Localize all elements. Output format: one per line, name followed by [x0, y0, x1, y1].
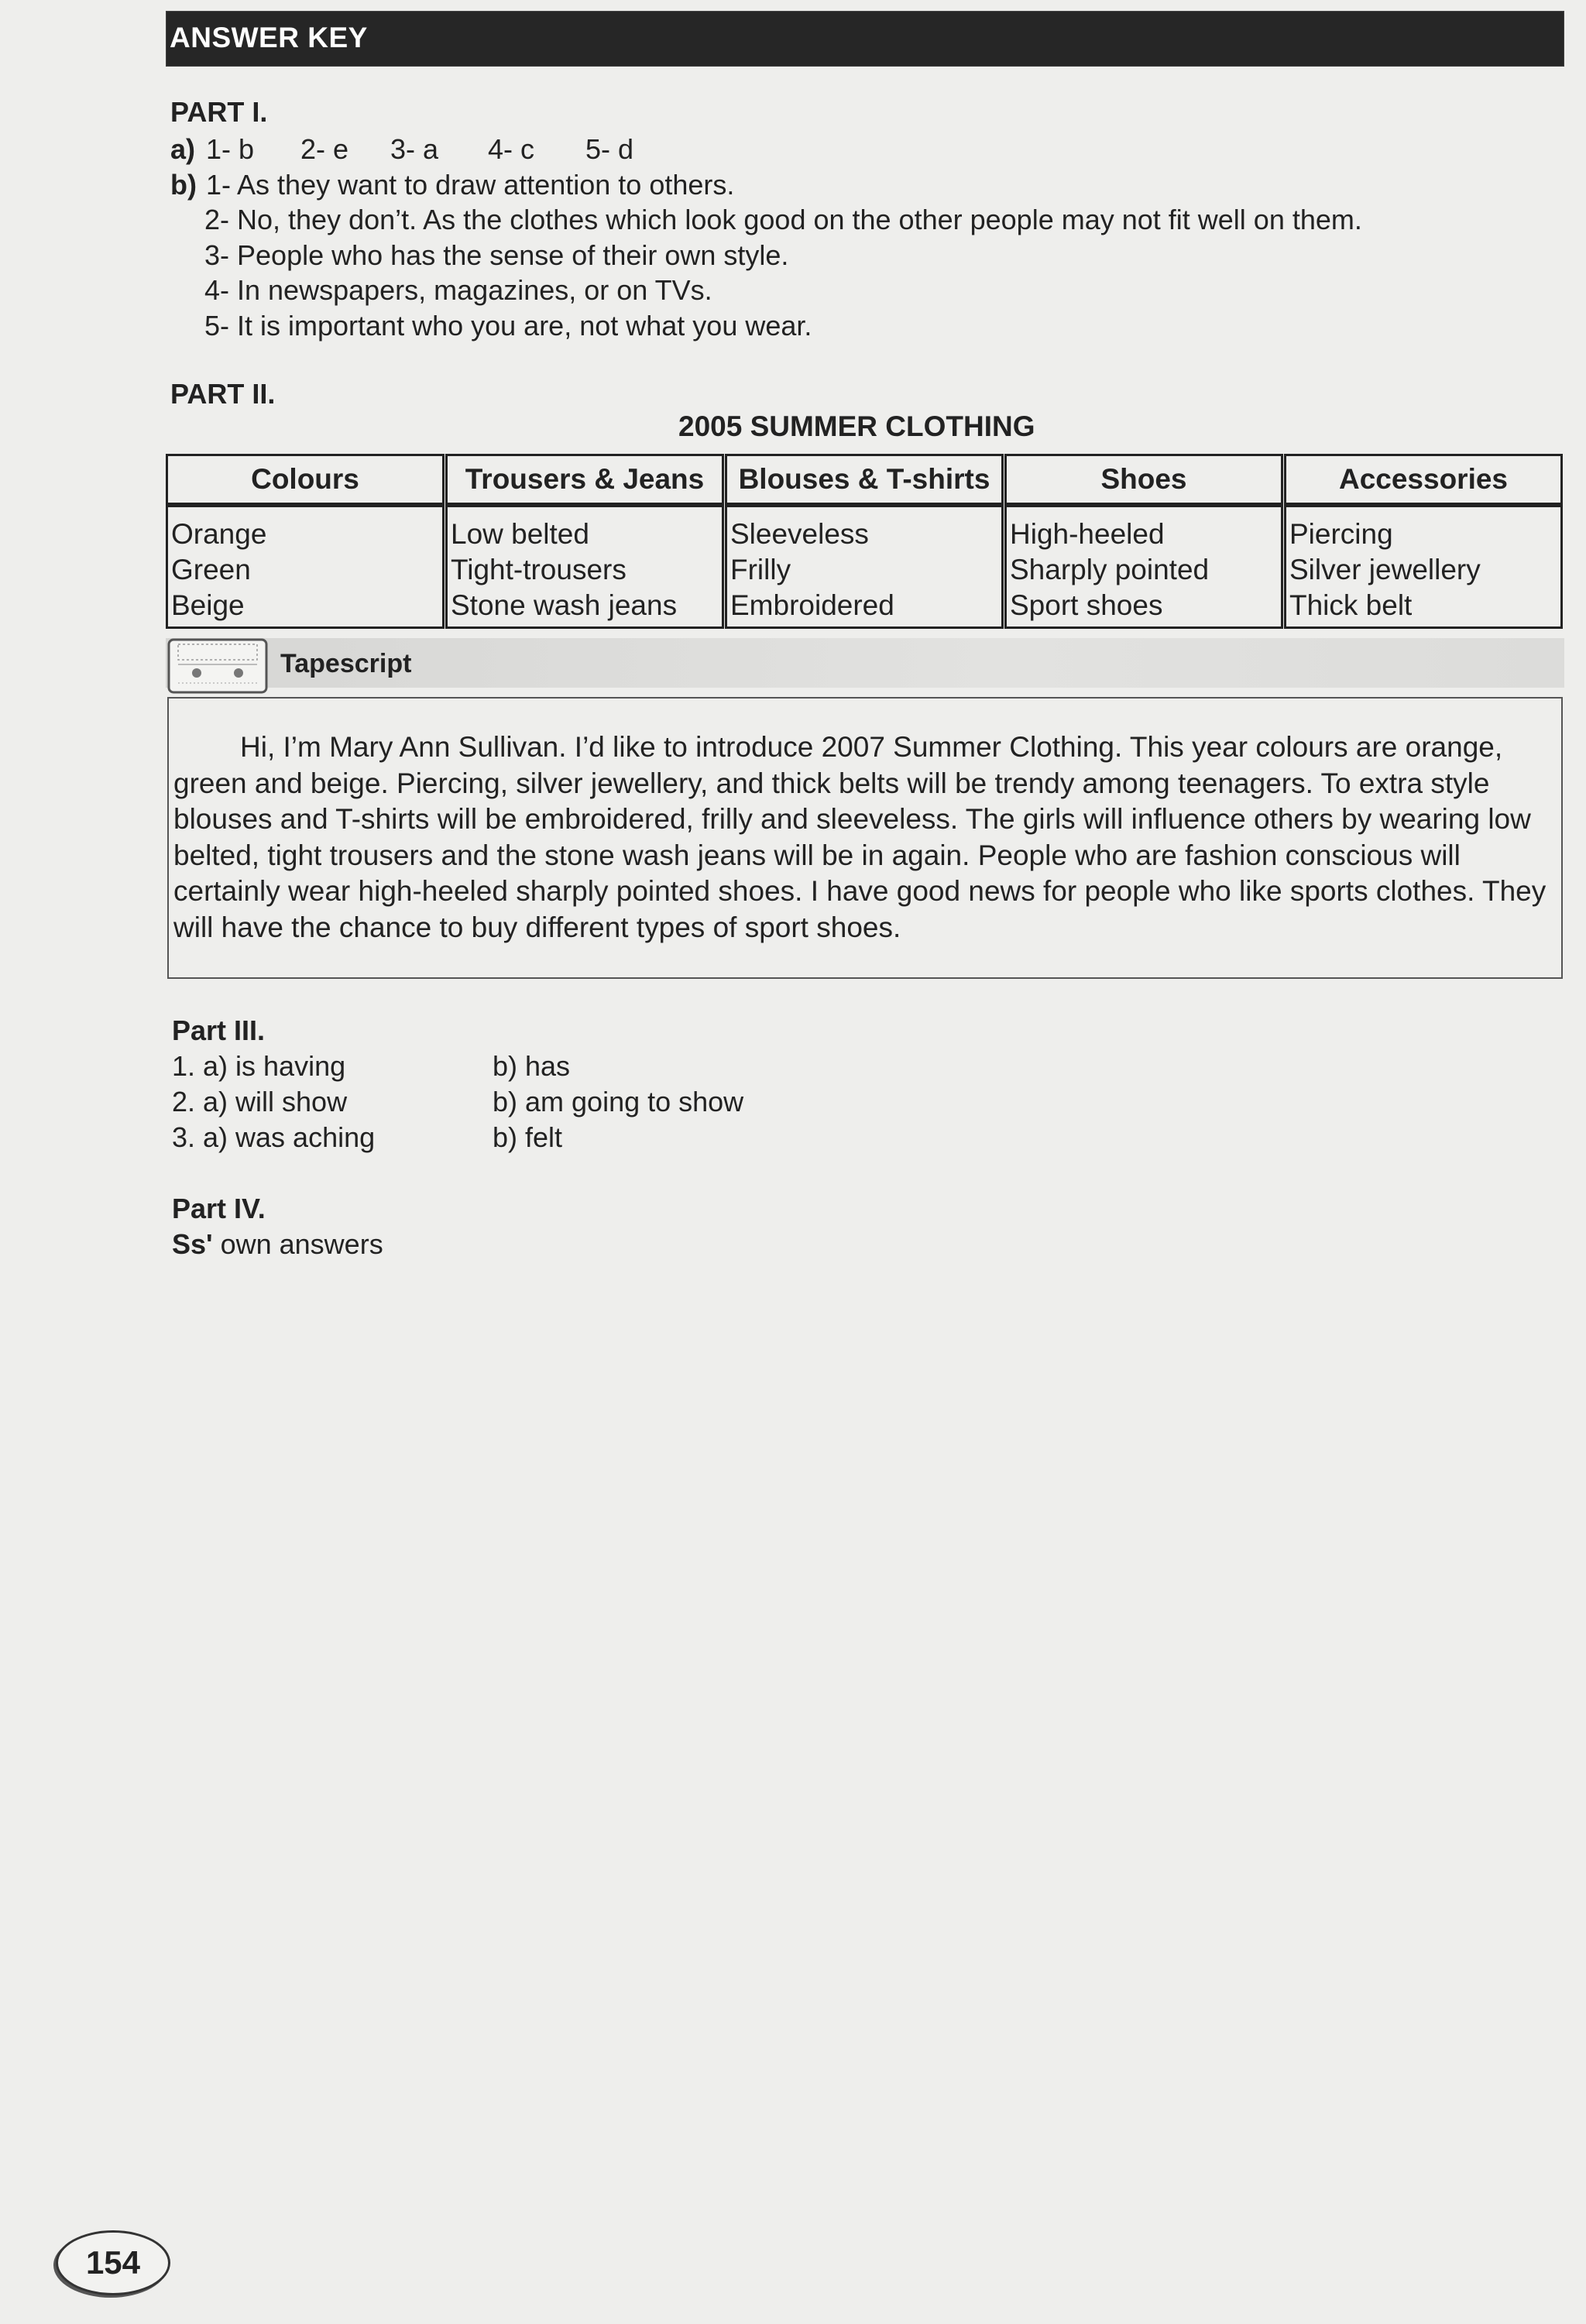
part1-b-item: 5- It is important who you are, not what you wear. [204, 310, 812, 342]
part3-answer-a: 2. a) will show [172, 1086, 348, 1117]
table-cell [1004, 505, 1283, 629]
page-title: ANSWER KEY [170, 22, 368, 53]
table-header: Colours [166, 454, 445, 505]
table-item: Silver jewellery [1289, 554, 1481, 585]
tapescript-box [167, 697, 1563, 979]
part1-b-item: 1- As they want to draw attention to others. [206, 169, 735, 201]
table-item: Sport shoes [1010, 589, 1163, 621]
part1-a-item: 2- e [300, 133, 349, 165]
table-title: 2005 SUMMER CLOTHING [678, 410, 1035, 442]
table-header: Trousers & Jeans [445, 454, 724, 505]
table-item: Tight-trousers [451, 554, 627, 585]
part3-answer-b: b) has [493, 1050, 571, 1082]
part1-a-label: a) [170, 133, 196, 165]
part1-b-label: b) [170, 169, 197, 201]
table-item: Low belted [451, 518, 589, 550]
part1-a-item: 5- d [585, 133, 634, 165]
table-column-trousers [445, 454, 723, 629]
clothing-table [166, 454, 1564, 632]
table-item: Beige [171, 589, 245, 621]
table-cell [725, 505, 1004, 629]
table-item: Embroidered [730, 589, 894, 621]
table-item: High-heeled [1010, 518, 1165, 550]
part3-answer-a: 1. a) is having [172, 1050, 346, 1082]
tapescript-label: Tapescript [280, 649, 412, 678]
part3-heading: Part III. [172, 1014, 266, 1046]
page-number: 154 [56, 2230, 170, 2295]
table-header: Shoes [1004, 454, 1283, 505]
part1-a-item: 4- c [488, 133, 535, 165]
table-column-blouses [725, 454, 1002, 629]
table-item: Orange [171, 518, 267, 550]
table-cell [445, 505, 724, 629]
part3-answer-b: b) am going to show [493, 1086, 744, 1117]
table-column-shoes [1004, 454, 1282, 629]
part3-answer-a: 3. a) was aching [172, 1121, 376, 1153]
table-header: Accessories [1284, 454, 1563, 505]
table-item: Green [171, 554, 251, 585]
table-item: Piercing [1289, 518, 1393, 550]
part1-a-item: 1- b [206, 133, 255, 165]
table-item: Thick belt [1289, 589, 1413, 621]
table-cell [1284, 505, 1563, 629]
part3-answer-b: b) felt [493, 1121, 563, 1153]
table-item: Frilly [730, 554, 791, 585]
cassette-icon [167, 638, 268, 694]
part4-heading: Part IV. [172, 1193, 266, 1224]
part1-a-item: 3- a [390, 133, 439, 165]
part4-answer-bold: Ss' [172, 1228, 213, 1260]
table-column-accessories [1284, 454, 1561, 629]
part1-b-item: 3- People who has the sense of their own style. [204, 239, 789, 271]
table-item: Stone wash jeans [451, 589, 678, 621]
part4-answer [172, 1228, 383, 1261]
part1-b-item: 2- No, they don’t. As the clothes which look good on the other people may not fit well on them. [204, 204, 1362, 235]
part4-answer-text: own answers [212, 1228, 383, 1260]
tapescript-text: Hi, I’m Mary Ann Sullivan. I’d like to introduce 2007 Summer Clothing. This year colours are orange, green and beige. Piercing, silver jewellery, and thick belts will be trendy among teenagers. To extra style blouses and T-shirts will be embroidered, frilly and sleeveless. The girls will influence others by wearing low belted, tight trousers and the stone wash jeans will be in again. People who are fashion conscious will certainly wear high-heeled sharply pointed shoes. I have good news for people who like sports clothes. They will have the chance to buy different types of sport shoes. [173, 731, 1547, 943]
table-item: Sharply pointed [1010, 554, 1210, 585]
header-bar [166, 11, 1564, 67]
table-cell [166, 505, 445, 629]
part1-heading: PART I. [170, 96, 268, 128]
part1-b-item: 4- In newspapers, magazines, or on TVs. [204, 274, 712, 306]
table-item: Sleeveless [730, 518, 869, 550]
table-header: Blouses & T-shirts [725, 454, 1004, 505]
table-column-colours [166, 454, 443, 629]
part2-heading: PART II. [170, 378, 276, 410]
